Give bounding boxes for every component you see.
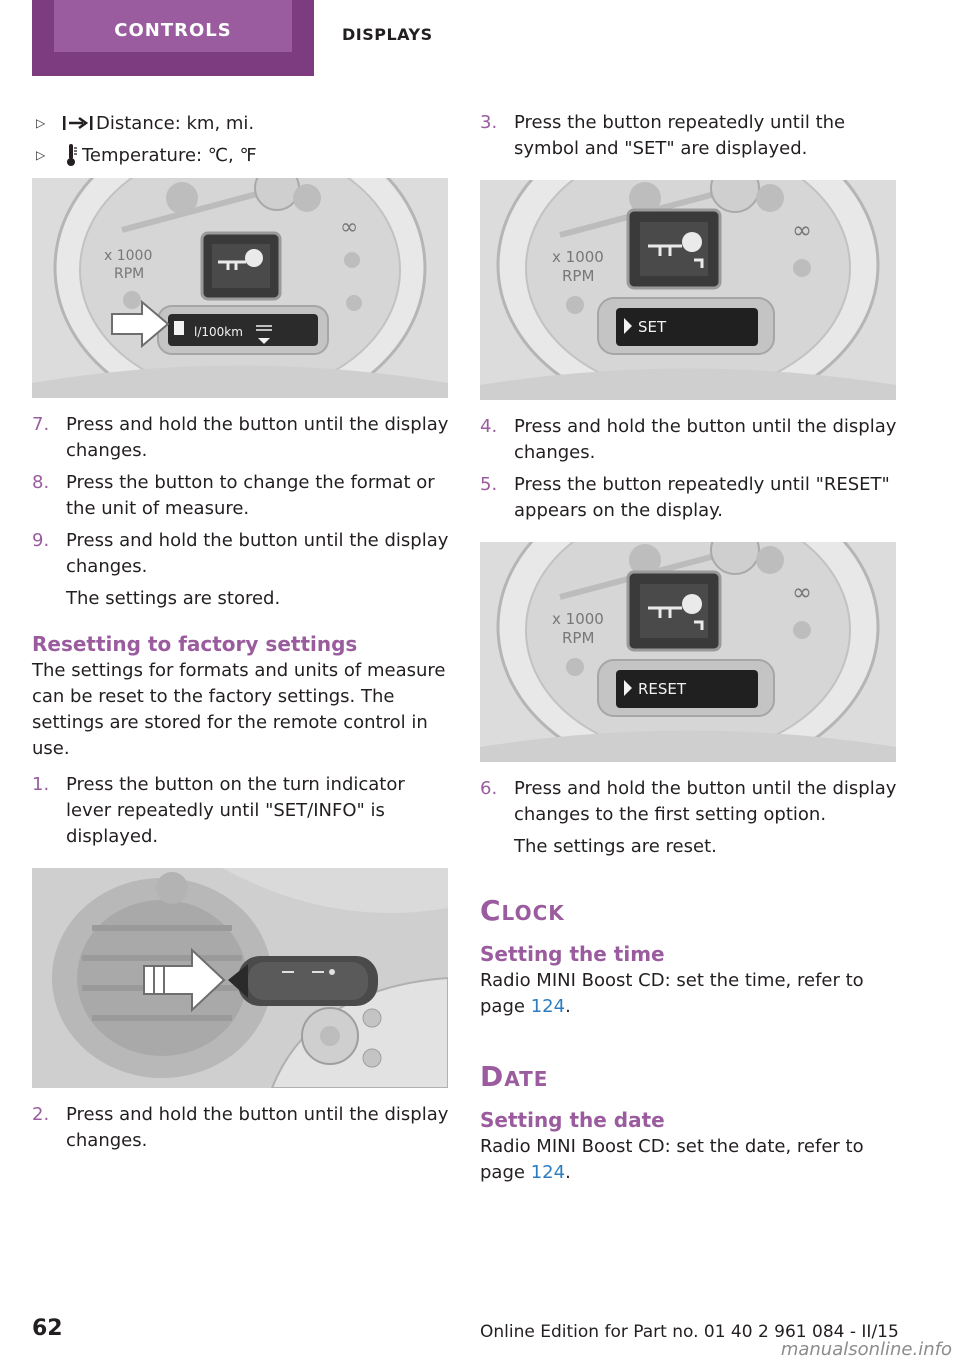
step-text: Press the button to change the format or the unit of measure. [66, 472, 435, 519]
step-text: Press the button repeatedly until "RESET" appears on the display. [514, 474, 890, 521]
step-number: 3. [480, 112, 498, 133]
list-item [480, 414, 898, 466]
list-item [480, 110, 898, 162]
step-text: Press and hold the button until the display changes. [66, 1104, 449, 1151]
step-number: 6. [480, 778, 498, 799]
list-item [32, 470, 450, 522]
paragraph: Radio MINI Boost CD: set the date, refer to page 124. [480, 1136, 864, 1183]
watermark: manualsonline.info [780, 1339, 952, 1360]
subsection-title: DISPLAYS [342, 25, 433, 44]
section-tab[interactable] [32, 0, 314, 76]
step-text: Press the button on the turn indicator lever repeatedly until "SET/INFO" is displayed. [66, 774, 405, 847]
bullet-text: Distance: km, mi. [96, 112, 255, 134]
figure-display-text: SET [638, 318, 667, 336]
section-title: Date [480, 1060, 549, 1093]
set-display-figure [480, 180, 896, 400]
step-note: The settings are reset. [514, 836, 717, 857]
list-item [32, 142, 450, 168]
figure-display-text: l/100km [194, 325, 243, 339]
bullet-triangle-icon: ▷ [36, 148, 46, 162]
list-item [480, 472, 898, 524]
section-tab-label: CONTROLS [114, 20, 232, 41]
bullet-text: Temperature: ℃, ℉ [82, 144, 257, 166]
paragraph: The settings for formats and units of measure can be reset to the factory settings. The settings are stored for the remote control in use. [32, 660, 446, 759]
list-item [32, 110, 450, 136]
svg-text:x 1000: x 1000 [104, 248, 153, 264]
list-item [32, 528, 450, 580]
svg-text:∞: ∞ [340, 215, 359, 240]
thermometer-icon [60, 143, 82, 167]
step-number: 8. [32, 472, 50, 493]
list-item [480, 776, 898, 828]
page-link[interactable]: 124 [530, 996, 566, 1017]
section-heading: Resetting to factory settings [32, 632, 358, 656]
reset-display-figure [480, 542, 896, 762]
right-column [480, 110, 898, 1186]
step-number: 5. [480, 474, 498, 495]
svg-text:RPM: RPM [562, 629, 595, 647]
step-number: 1. [32, 774, 50, 795]
step-number: 9. [32, 530, 50, 551]
left-column [32, 110, 450, 1160]
figure-display-text: RESET [638, 680, 687, 698]
paragraph-text: Radio MINI Boost CD: set the time, refer to page [480, 970, 864, 1017]
step-text: Press and hold the button until the display changes. [66, 414, 449, 461]
step-text: Press the button repeatedly until the symbol and "SET" are displayed. [514, 112, 846, 159]
svg-text:x 1000: x 1000 [552, 248, 604, 266]
turn-indicator-lever-figure [32, 868, 448, 1088]
bullet-triangle-icon: ▷ [36, 116, 46, 130]
paragraph: Radio MINI Boost CD: set the time, refer to page 124. [480, 970, 864, 1017]
list-item [32, 412, 450, 464]
step-text: Press and hold the button until the display changes. [66, 530, 449, 577]
svg-text:∞: ∞ [792, 578, 812, 606]
step-text: Press and hold the button until the display changes. [514, 416, 897, 463]
distance-icon [60, 115, 96, 131]
instrument-cluster-figure [32, 178, 448, 398]
page-link[interactable]: 124 [530, 1162, 566, 1183]
svg-text:∞: ∞ [792, 216, 812, 244]
step-number: 7. [32, 414, 50, 435]
list-item [32, 772, 450, 850]
svg-text:RPM: RPM [114, 266, 145, 282]
edition-footer: Online Edition for Part no. 01 40 2 961 084 - II/15 [480, 1322, 899, 1342]
step-note: The settings are stored. [66, 588, 281, 609]
svg-text:x 1000: x 1000 [552, 610, 604, 628]
paragraph-text: Radio MINI Boost CD: set the date, refer to page [480, 1136, 864, 1183]
section-heading: Setting the date [480, 1108, 665, 1132]
step-text: Press and hold the button until the display changes to the first setting option. [514, 778, 897, 825]
page-number: 62 [32, 1316, 63, 1341]
list-item [32, 1102, 450, 1154]
section-heading: Setting the time [480, 942, 665, 966]
step-number: 4. [480, 416, 498, 437]
section-title: Clock [480, 894, 565, 927]
step-number: 2. [32, 1104, 50, 1125]
svg-text:RPM: RPM [562, 267, 595, 285]
